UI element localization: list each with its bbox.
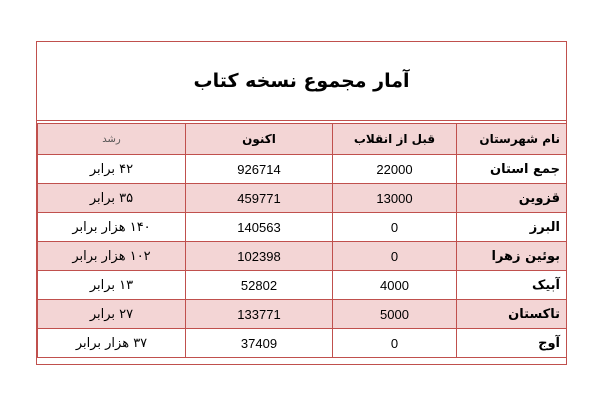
cell-now: 459771 xyxy=(186,184,333,213)
table-row xyxy=(38,242,567,271)
table-row xyxy=(38,329,567,358)
title-box xyxy=(37,42,566,121)
cell-now: 102398 xyxy=(186,242,333,271)
cell-trend: ۲۷ برابر xyxy=(38,300,186,329)
header-city: نام شهرستان xyxy=(457,124,567,155)
cell-city: تاکستان xyxy=(457,300,567,329)
header-now: اکنون xyxy=(186,124,333,155)
cell-city: آوج xyxy=(457,329,567,358)
cell-before: 0 xyxy=(333,242,457,271)
cell-now: 926714 xyxy=(186,155,333,184)
cell-city: جمع استان xyxy=(457,155,567,184)
cell-trend: ۳۷ هزار برابر xyxy=(38,329,186,358)
cell-city: آبیک xyxy=(457,271,567,300)
table-row xyxy=(38,300,567,329)
cell-now: 140563 xyxy=(186,213,333,242)
cell-trend: ۱۳ برابر xyxy=(38,271,186,300)
cell-trend: ۴۲ برابر xyxy=(38,155,186,184)
table-row xyxy=(38,213,567,242)
table-row xyxy=(38,184,567,213)
cell-city: بوئین زهرا xyxy=(457,242,567,271)
cell-now: 52802 xyxy=(186,271,333,300)
stats-table xyxy=(37,123,567,358)
cell-city: البرز xyxy=(457,213,567,242)
cell-before: 0 xyxy=(333,329,457,358)
table-row xyxy=(38,155,567,184)
cell-before: 5000 xyxy=(333,300,457,329)
cell-now: 37409 xyxy=(186,329,333,358)
table-row xyxy=(38,271,567,300)
cell-before: 4000 xyxy=(333,271,457,300)
cell-before: 22000 xyxy=(333,155,457,184)
cell-before: 0 xyxy=(333,213,457,242)
stats-table-frame xyxy=(36,41,567,365)
table-title: آمار مجموع نسخه کتاب xyxy=(193,70,410,92)
header-trend: رشد xyxy=(38,124,186,155)
cell-trend: ۱۰۲ هزار برابر xyxy=(38,242,186,271)
header-before: قبل از انقلاب xyxy=(333,124,457,155)
cell-trend: ۱۴۰ هزار برابر xyxy=(38,213,186,242)
cell-now: 133771 xyxy=(186,300,333,329)
cell-city: قزوین xyxy=(457,184,567,213)
cell-trend: ۳۵ برابر xyxy=(38,184,186,213)
table-header-row xyxy=(38,124,567,155)
cell-before: 13000 xyxy=(333,184,457,213)
